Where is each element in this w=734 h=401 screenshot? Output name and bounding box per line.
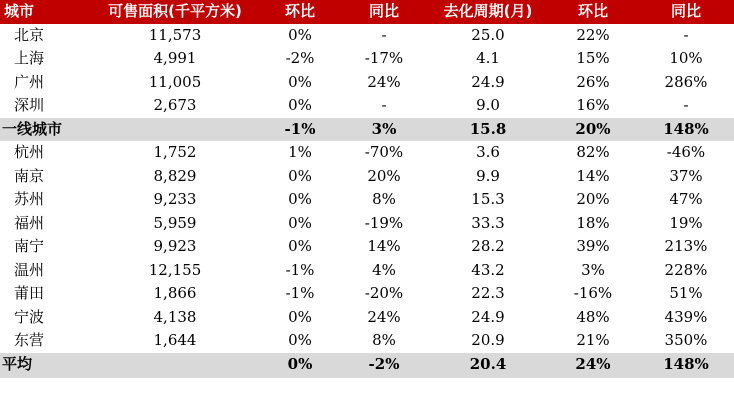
area-yoy: 8% [372, 331, 396, 349]
cycle-mom: -16% [573, 284, 613, 302]
area-yoy: -2% [340, 353, 428, 378]
cycle-yoy: 439% [664, 307, 708, 326]
area-mom: -1% [285, 260, 315, 279]
available-area: 11,005 [148, 72, 202, 91]
area-mom: 0% [288, 237, 312, 255]
area-yoy: - [381, 25, 387, 44]
destock-cycle: 4.1 [476, 49, 500, 67]
city-name: 东营 [14, 331, 45, 349]
cycle-yoy: 286% [664, 72, 708, 91]
destock-cycle: 22.3 [471, 284, 505, 302]
area-yoy: 4% [372, 260, 396, 279]
destock-cycle: 28.2 [471, 237, 505, 255]
table-row [0, 329, 734, 353]
area-yoy: 14% [367, 237, 401, 255]
area-mom: -1% [260, 118, 340, 142]
cycle-mom: 82% [576, 143, 610, 161]
city-name: 深圳 [14, 96, 45, 114]
city-name: 苏州 [14, 190, 45, 208]
available-area [90, 118, 260, 142]
cycle-yoy: 37% [669, 166, 703, 185]
header-cycle-mom: 环比 [548, 0, 638, 24]
cycle-yoy: 10% [669, 49, 703, 67]
summary-row-tier1 [0, 118, 734, 142]
area-yoy: - [381, 96, 387, 114]
destock-cycle: 15.3 [471, 190, 505, 208]
cycle-mom: 21% [576, 331, 610, 349]
available-area: 11,573 [148, 25, 202, 44]
table-row [0, 47, 734, 71]
area-yoy: 3% [340, 118, 428, 142]
cycle-mom: 20% [576, 190, 610, 208]
summary-label: 平均 [0, 353, 90, 378]
area-yoy: 20% [367, 166, 401, 185]
cycle-yoy: 47% [669, 190, 703, 208]
available-area: 12,155 [148, 260, 202, 279]
table-row [0, 188, 734, 212]
city-name: 温州 [14, 260, 45, 279]
destock-cycle: 9.0 [476, 96, 500, 114]
city-name: 北京 [14, 25, 45, 44]
cycle-mom: 24% [548, 353, 638, 378]
cycle-mom: 26% [576, 72, 610, 91]
city-name: 福州 [14, 213, 45, 232]
cycle-mom: 18% [576, 213, 610, 232]
area-yoy: 8% [372, 190, 396, 208]
available-area: 4,138 [153, 307, 197, 326]
cycle-yoy: 228% [664, 260, 708, 279]
available-area: 1,866 [153, 284, 197, 302]
area-yoy: 24% [367, 307, 401, 326]
summary-row-average [0, 353, 734, 378]
cycle-yoy: 213% [664, 237, 708, 255]
cycle-yoy: - [683, 25, 689, 44]
table-row [0, 282, 734, 306]
table-row [0, 71, 734, 95]
destock-cycle: 33.3 [471, 213, 505, 232]
cycle-mom: 15% [576, 49, 610, 67]
cycle-yoy: 148% [638, 118, 734, 142]
cycle-yoy: - [683, 96, 689, 114]
city-name: 南宁 [14, 237, 45, 255]
table-row [0, 259, 734, 283]
destock-cycle: 24.9 [471, 307, 505, 326]
available-area: 1,644 [153, 331, 197, 349]
area-yoy: -19% [364, 213, 404, 232]
cycle-mom: 16% [576, 96, 610, 114]
area-mom: 0% [288, 25, 312, 44]
area-yoy: -70% [364, 143, 404, 161]
area-mom: 0% [288, 190, 312, 208]
header-destock-cycle: 去化周期(月) [428, 0, 548, 24]
header-city: 城市 [0, 0, 90, 24]
area-mom: 0% [288, 166, 312, 185]
area-mom: 0% [288, 307, 312, 326]
cycle-yoy: 350% [664, 331, 708, 349]
cycle-mom: 22% [576, 25, 610, 44]
area-mom: -1% [285, 284, 315, 302]
destock-cycle: 24.9 [471, 72, 505, 91]
city-name: 宁波 [14, 307, 45, 326]
area-yoy: -20% [364, 284, 404, 302]
cycle-mom: 20% [548, 118, 638, 142]
city-name: 上海 [14, 49, 45, 67]
available-area: 5,959 [153, 213, 197, 232]
destock-cycle: 20.4 [428, 353, 548, 378]
table-row [0, 306, 734, 330]
header-area-yoy: 同比 [340, 0, 428, 24]
cycle-yoy: -46% [666, 143, 706, 161]
destock-cycle: 3.6 [476, 143, 500, 161]
destock-cycle: 15.8 [428, 118, 548, 142]
destock-cycle: 20.9 [471, 331, 505, 349]
available-area: 8,829 [153, 166, 197, 185]
destock-cycle: 25.0 [471, 25, 505, 44]
table-row [0, 94, 734, 118]
cycle-yoy: 19% [669, 213, 703, 232]
available-area: 9,233 [153, 190, 197, 208]
area-yoy: -17% [364, 49, 404, 67]
destock-cycle: 9.9 [476, 166, 500, 185]
city-name: 广州 [14, 72, 45, 91]
header-area-mom: 环比 [260, 0, 340, 24]
summary-label: 一线城市 [0, 118, 90, 142]
header-cycle-yoy: 同比 [638, 0, 734, 24]
table-row [0, 165, 734, 189]
table-row [0, 24, 734, 48]
cycle-mom: 48% [576, 307, 610, 326]
table-row [0, 141, 734, 165]
destock-cycle: 43.2 [471, 260, 505, 279]
available-area: 2,673 [153, 96, 197, 114]
area-mom: 1% [288, 143, 312, 161]
area-mom: 0% [288, 96, 312, 114]
cycle-mom: 39% [576, 237, 610, 255]
cycle-yoy: 51% [669, 284, 703, 302]
city-name: 莆田 [14, 284, 45, 302]
city-name: 杭州 [14, 143, 45, 161]
cycle-mom: 14% [576, 166, 610, 185]
header-available-area: 可售面积(千平方米) [90, 0, 260, 24]
cycle-mom: 3% [581, 260, 605, 279]
area-mom: 0% [260, 353, 340, 378]
table-row [0, 235, 734, 259]
area-mom: 0% [288, 213, 312, 232]
area-mom: 0% [288, 72, 312, 91]
table-row [0, 212, 734, 236]
area-mom: 0% [288, 331, 312, 349]
city-name: 南京 [14, 166, 45, 185]
available-area: 4,991 [153, 49, 197, 67]
area-yoy: 24% [367, 72, 401, 91]
available-area: 1,752 [153, 143, 197, 161]
available-area: 9,923 [153, 237, 197, 255]
area-mom: -2% [285, 49, 315, 67]
cycle-yoy: 148% [638, 353, 734, 378]
available-area [90, 353, 260, 378]
header-row [0, 0, 734, 24]
